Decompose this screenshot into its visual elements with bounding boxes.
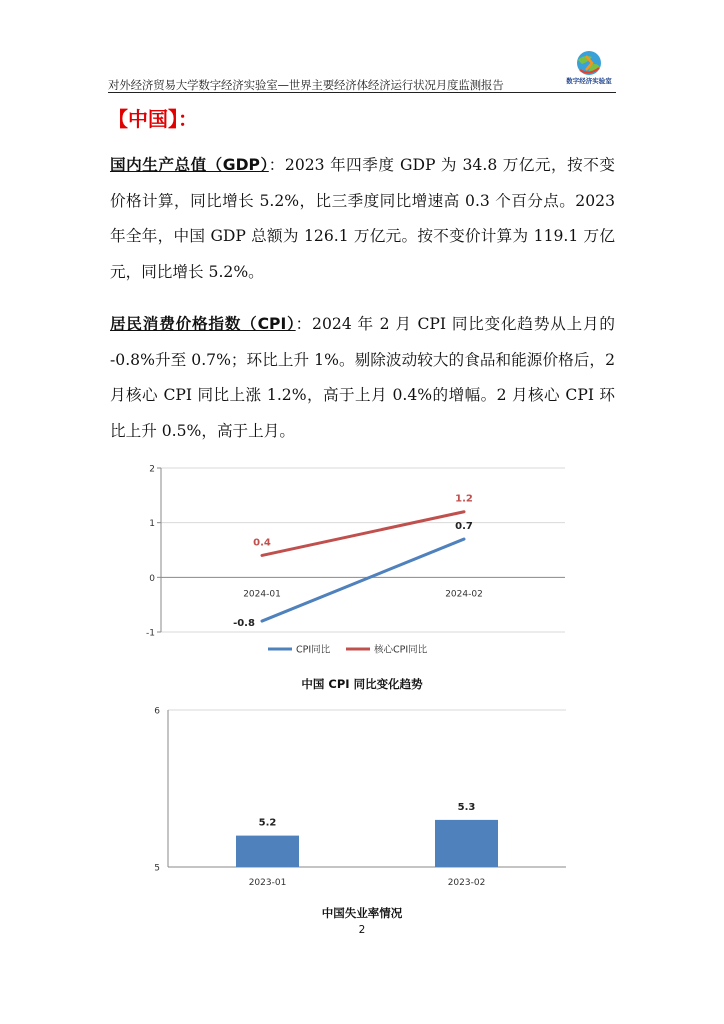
legend-label: CPI同比 <box>296 644 331 656</box>
header-divider <box>108 92 616 93</box>
cpi-chart-title: 中国 CPI 同比变化趋势 <box>301 677 423 691</box>
legend-label: 核心CPI同比 <box>374 644 428 656</box>
gdp-text: ：2023 年四季度 GDP 为 34.8 万亿元，按不变价格计算，同比增长 5.2%，比三季度同比增速高 0.3 个百分点。2023 年全年，中国 GDP 总额为 126.1 万亿元。按不变价计算为 119.1 万亿元，同比增长 5.2%。 <box>110 156 615 281</box>
bar <box>435 820 498 867</box>
data-label: 0.7 <box>455 521 473 533</box>
y-tick-label: 0 <box>149 573 155 584</box>
data-label: 0.4 <box>253 537 271 549</box>
cpi-text: ：2024 年 2 月 CPI 同比变化趋势从上月的 -0.8%升至 0.7%；环比上升 1%。剔除波动较大的食品和能源价格后，2 月核心 CPI 同比上涨 1.2%，高于上月 0.4%的增幅。2 月核心 CPI 环比上升 0.5%，高于上月。 <box>110 315 616 440</box>
lab-logo <box>562 50 616 90</box>
y-tick-label: -1 <box>146 628 155 639</box>
y-tick-label: 1 <box>149 519 155 530</box>
data-label: -0.8 <box>233 618 255 630</box>
x-tick-label: 2023-02 <box>447 878 486 888</box>
data-label: 1.2 <box>455 493 473 505</box>
bar <box>236 836 299 867</box>
globe-icon <box>562 50 616 78</box>
section-title: 【中国】： <box>108 107 198 131</box>
cpi-term: 居民消费价格指数（CPI） <box>110 315 296 333</box>
series-line-1 <box>262 512 464 556</box>
gdp-paragraph <box>110 148 615 290</box>
data-label: 5.3 <box>457 801 476 813</box>
unemployment-chart-title: 中国失业率情况 <box>321 906 403 920</box>
x-tick-label: 2024-01 <box>243 589 281 600</box>
y-tick-label: 2 <box>149 464 155 475</box>
x-tick-label: 2024-02 <box>445 589 483 600</box>
header-title: 对外经济贸易大学数字经济实验室—世界主要经济体经济运行状况月度监测报告 <box>108 78 504 92</box>
cpi-paragraph <box>110 307 615 449</box>
gdp-term: 国内生产总值（GDP） <box>110 156 269 174</box>
series-line-0 <box>262 539 464 621</box>
y-tick-label: 6 <box>154 706 160 717</box>
x-tick-label: 2023-01 <box>248 878 287 888</box>
data-label: 5.2 <box>258 817 277 829</box>
y-tick-label: 5 <box>154 863 160 874</box>
cpi-line-chart <box>0 460 724 670</box>
page-number: 2 <box>358 924 366 936</box>
unemployment-bar-chart <box>0 700 724 900</box>
logo-text: 数字经济实验室 <box>566 77 612 85</box>
page-header <box>108 50 616 92</box>
